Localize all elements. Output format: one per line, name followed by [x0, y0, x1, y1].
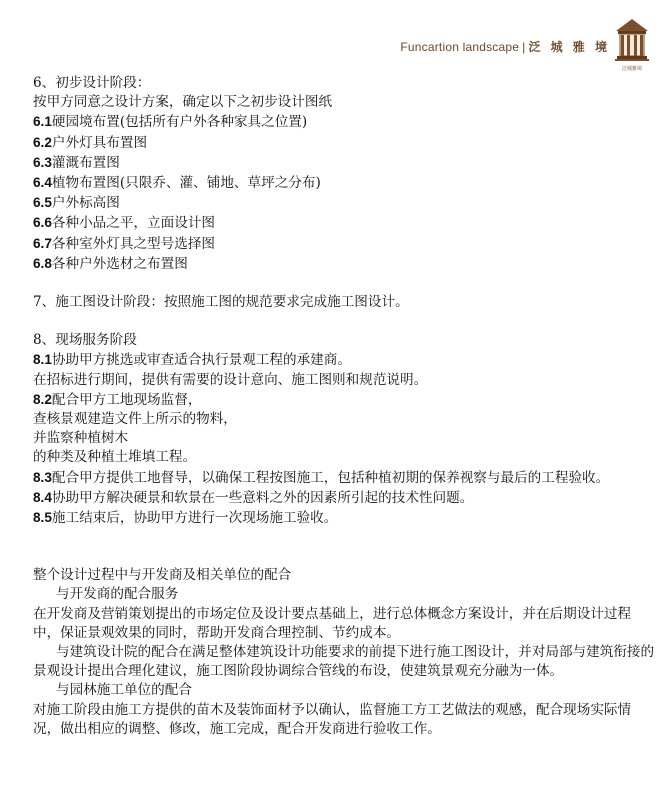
paragraph-line: 在招标进行期间，提供有需要的设计意向、施工图则和规范说明。: [33, 371, 428, 388]
list-item: 6.5户外标高图: [33, 195, 120, 212]
spacer: [33, 312, 658, 331]
list-item: 8.5施工结束后，协助甲方进行一次现场施工验收。: [33, 510, 338, 527]
coordination-title: 整个设计过程中与开发商及相关单位的配合: [33, 567, 292, 584]
developer-heading: 与开发商的配合服务: [56, 586, 179, 603]
list-item: 8.3配合甲方提供工地督导，以确保工程按图施工，包括种植初期的保养视察与最后的工程验收。: [33, 469, 610, 486]
spacer: [33, 274, 658, 293]
list-item: 6.7各种室外灯具之型号选择图: [33, 235, 216, 252]
garden-heading: 与园林施工单位的配合: [56, 682, 192, 699]
list-item: 6.3灌溉布置图: [33, 154, 120, 171]
section7-title: 7、施工图设计阶段：按照施工图的规范要求完成施工图设计。: [33, 294, 409, 311]
section8-title: 8、现场服务阶段: [33, 332, 137, 349]
document-body: [33, 74, 658, 739]
brand-logo: [614, 18, 650, 72]
section6-intro: 按甲方同意之设计方案，确定以下之初步设计图纸: [33, 94, 333, 111]
brand-english: Funcartion landscape: [400, 40, 520, 54]
garden-paragraph: 对施工阶段由施工方提供的苗木及装饰面材予以确认，监督施工方工艺做法的观感，配合现场实际情况，做出相应的调整、修改，施工完成，配合开发商进行验收工作。: [33, 701, 632, 737]
brand-chinese: 泛 城 雅 境: [528, 40, 610, 54]
architecture-paragraph: 与建筑设计院的配合在满足整体建筑设计功能要求的前提下进行施工图设计，并对局部与建筑衔接的景观设计提出合理化建议，施工图阶段协调综合管线的布设，使建筑景观充分融为一体。: [33, 644, 655, 680]
paragraph-line: 并监察种植树木: [33, 430, 129, 447]
list-item: 8.4协助甲方解决硬景和软景在一些意料之外的因素所引起的技术性问题。: [33, 489, 474, 506]
list-item: 6.6各种小品之平，立面设计图: [33, 215, 216, 232]
logo-caption: 泛城雅境: [621, 66, 642, 72]
list-item: 6.2户外灯具布置图: [33, 134, 148, 151]
paragraph-line: 查核景观建造文件上所示的物料，: [33, 411, 237, 428]
spacer: [33, 528, 658, 566]
paragraph-line: 的种类及种植土堆填工程。: [33, 449, 197, 466]
list-item: 6.1硬园境布置(包括所有户外各种家具之位置): [33, 114, 308, 131]
page-header: [400, 18, 650, 72]
section6-title: 6、初步设计阶段：: [33, 75, 151, 91]
list-item: 6.8各种户外选材之布置图: [33, 255, 188, 272]
list-item: 8.2配合甲方工地现场监督，: [33, 391, 202, 408]
list-item: 6.4植物布置图(只限乔、灌、铺地、草坪之分布): [33, 175, 321, 192]
brand-text: [400, 38, 610, 55]
list-item: 8.1协助甲方挑选或审查适合执行景观工程的承建商。: [33, 352, 351, 369]
pavilion-icon: [615, 18, 649, 64]
brand-separator: |: [522, 40, 526, 54]
developer-paragraph: 在开发商及营销策划提出的市场定位及设计要点基础上，进行总体概念方案设计，并在后期设计过程中，保证景观效果的同时，帮助开发商合理控制、节约成本。: [33, 605, 632, 641]
